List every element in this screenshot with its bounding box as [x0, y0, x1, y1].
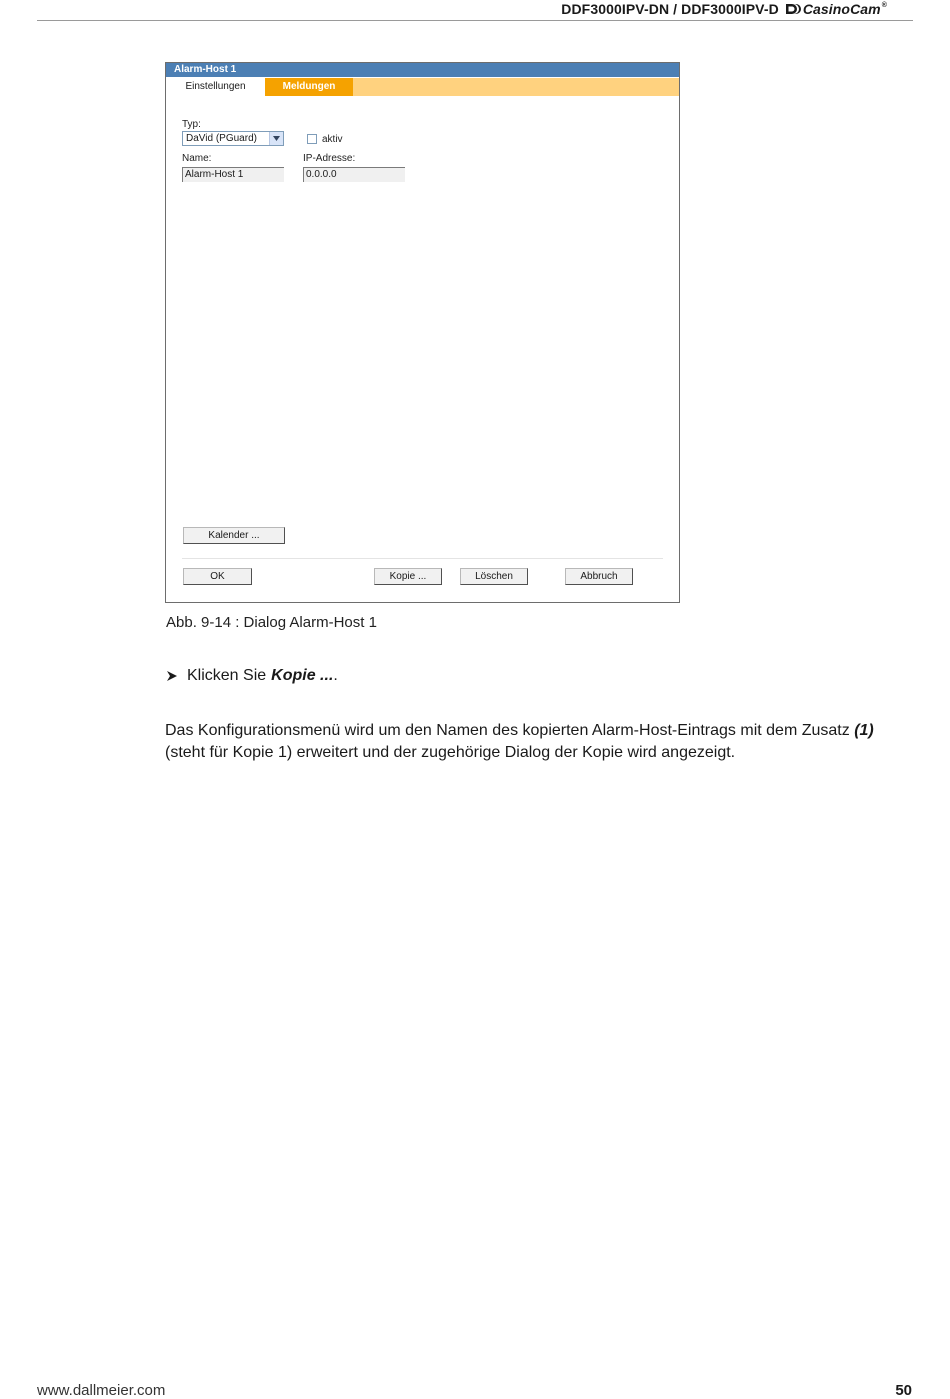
footer-url: www.dallmeier.com: [37, 1382, 166, 1399]
page-number: 50: [895, 1382, 912, 1399]
body-paragraph: [165, 720, 905, 764]
paragraph-part2: (steht für Kopie 1) erweitert und der zugehörige Dialog der Kopie wird angezeigt.: [165, 744, 736, 761]
chevron-down-icon[interactable]: [269, 132, 283, 145]
type-select[interactable]: [182, 131, 284, 146]
document-title: [561, 1, 887, 17]
step-emphasis: Kopie ...: [271, 667, 334, 684]
page-header: [37, 0, 913, 21]
arrow-right-icon: [166, 670, 182, 682]
alarm-host-dialog: [165, 62, 680, 603]
tab-einstellungen[interactable]: Einstellungen: [166, 78, 265, 96]
ok-button[interactable]: OK: [183, 568, 252, 585]
type-select-value: DaVid (PGuard): [186, 133, 257, 144]
type-label: Typ:: [182, 119, 201, 130]
kopie-button[interactable]: Kopie ...: [374, 568, 442, 585]
kalender-button[interactable]: Kalender ...: [183, 527, 285, 544]
document-title-text: DDF3000IPV-DN / DDF3000IPV-D: [561, 1, 779, 17]
name-field[interactable]: Alarm-Host 1: [182, 167, 284, 182]
aktiv-label: aktiv: [322, 134, 343, 145]
casinocam-logo: [785, 1, 887, 17]
step-instruction: [166, 667, 338, 685]
dialog-title: Alarm-Host 1: [166, 63, 679, 77]
ip-address-field[interactable]: 0.0.0.0: [303, 167, 405, 182]
aktiv-checkbox[interactable]: [307, 134, 317, 144]
abbruch-button[interactable]: Abbruch: [565, 568, 633, 585]
divider: [182, 558, 663, 559]
step-prefix: Klicken Sie: [187, 667, 267, 684]
paragraph-emphasis: (1): [854, 722, 874, 739]
ip-address-label: IP-Adresse:: [303, 153, 356, 164]
name-label: Name:: [182, 153, 212, 164]
dallmeier-logo-icon: [785, 3, 801, 15]
step-suffix: .: [333, 667, 338, 684]
tab-bar: [166, 78, 679, 96]
tab-meldungen[interactable]: Meldungen: [265, 78, 353, 96]
paragraph-part1: Das Konfigurationsmenü wird um den Namen des kopierten Alarm-Host-Eintrags mit dem Zusatz: [165, 722, 855, 739]
registered-mark: ®: [881, 1, 887, 9]
loeschen-button[interactable]: Löschen: [460, 568, 528, 585]
figure-caption: Abb. 9-14 : Dialog Alarm-Host 1: [166, 614, 377, 631]
brand-name: CasinoCam: [802, 1, 881, 17]
